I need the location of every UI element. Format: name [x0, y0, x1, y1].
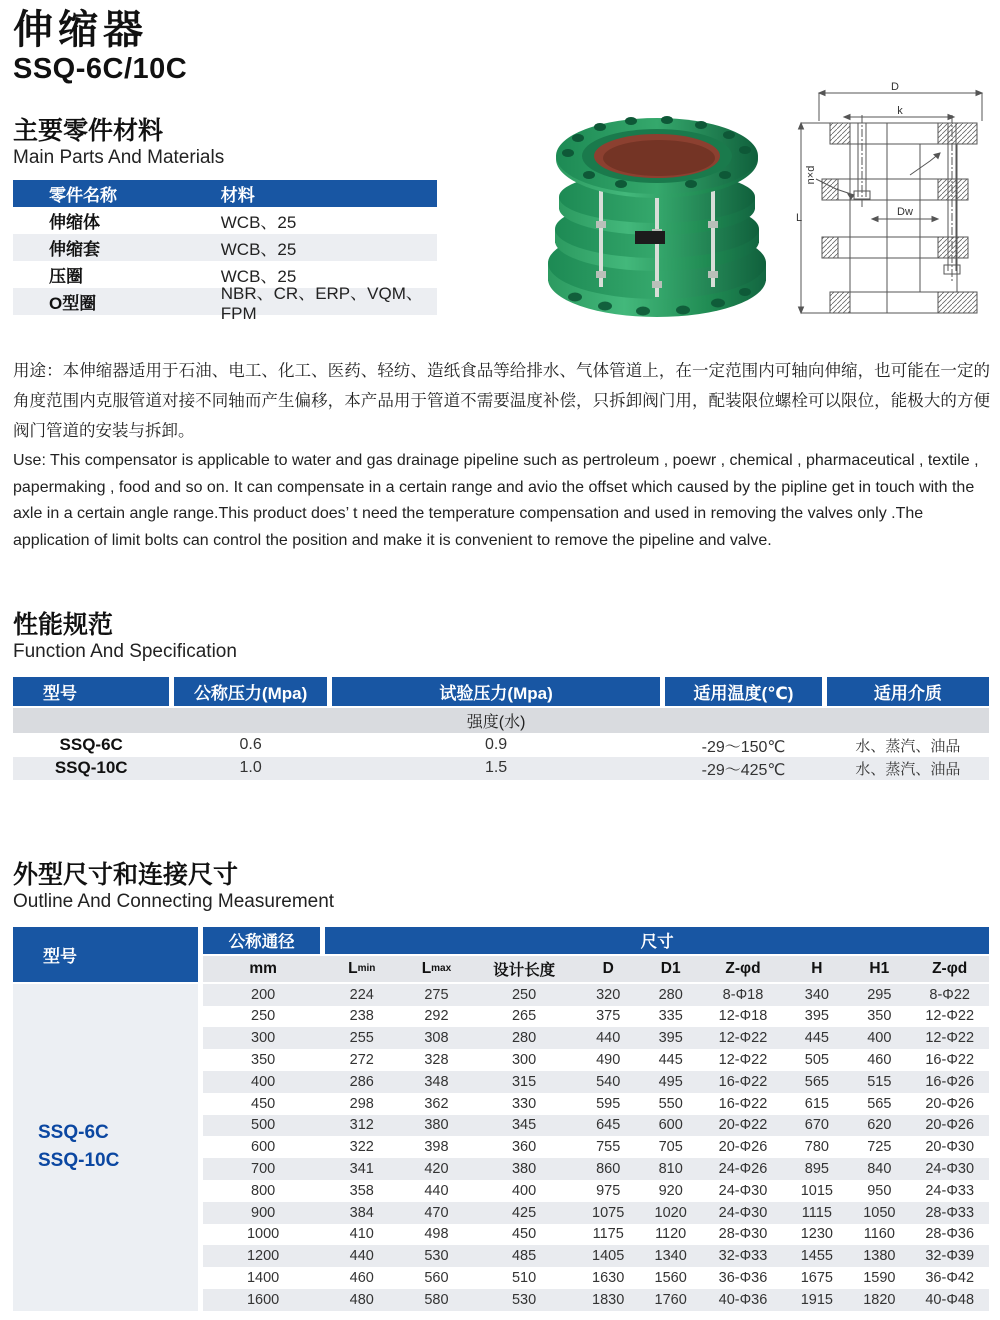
outline-cell: 550: [658, 1095, 683, 1112]
outline-data-area: [203, 927, 989, 1311]
outline-cell: 1000: [246, 1226, 280, 1243]
drawing-label-nxd: n×d: [805, 165, 817, 185]
outline-cell: 1075: [592, 1204, 625, 1221]
outline-cell: 295: [867, 986, 892, 1003]
outline-cell: 12-Φ22: [718, 1052, 768, 1069]
outline-cell: 540: [596, 1073, 621, 1090]
outline-cell: 36-Φ36: [718, 1270, 768, 1286]
outline-model-label: SSQ-6C: [38, 1121, 109, 1143]
drawing-label-l: L: [796, 212, 803, 224]
spec-title-cn: 性能规范: [13, 611, 114, 639]
outline-cell: 670: [804, 1117, 829, 1134]
outline-cell: 755: [596, 1139, 621, 1156]
outline-cell: 16-Φ22: [718, 1073, 768, 1090]
outline-cell: 8-Φ22: [929, 986, 970, 1003]
outline-cell: 265: [511, 1008, 537, 1025]
outline-cell: 24-Φ30: [925, 1161, 975, 1178]
outline-cell: 12-Φ22: [925, 1030, 975, 1047]
outline-cell: 780: [804, 1139, 829, 1156]
materials-header-material: 材料: [220, 185, 255, 205]
outline-subheader-cell: Z-φd: [725, 959, 761, 977]
outline-cell: 510: [511, 1270, 537, 1286]
outline-cell: 400: [511, 1182, 537, 1199]
outline-row: [203, 1245, 989, 1267]
outline-subheader-cell: L max: [421, 959, 452, 977]
spec-strength-label: 强度(水): [466, 713, 526, 731]
outline-subheader-cell: L min: [348, 959, 376, 977]
outline-row: [203, 1202, 989, 1224]
outline-cell: 975: [596, 1182, 621, 1199]
outline-cell: 384: [349, 1204, 374, 1221]
outline-cell: 350: [867, 1008, 892, 1025]
outline-cell: 440: [596, 1030, 621, 1047]
materials-row: [13, 283, 437, 323]
outline-cell: 725: [867, 1139, 892, 1156]
outline-cell: 28-Φ36: [925, 1226, 975, 1243]
outline-subheader-cell: D: [602, 959, 614, 977]
outline-cell: 420: [424, 1161, 449, 1178]
outline-cell: 450: [511, 1226, 537, 1243]
outline-cell: 24-Φ30: [718, 1204, 768, 1221]
usage-paragraph-cn: 用途：本伸缩器适用于石油、电工、化工、医药、轻纺、造纸食品等给排水、气体管道上，在一定范围内可轴向伸缩，也可能在一定的角度范围内克服管道对接不同轴而产生偏移，本产品用于管道不需要温度补偿，只拆卸阀门用，配装限位螺栓可以限位，能极大的方便阀门管道的安装与拆卸。: [13, 362, 990, 440]
outline-cell: 490: [596, 1052, 621, 1069]
outline-row: [203, 1289, 989, 1311]
material-part-name: 伸缩体: [49, 212, 100, 232]
usage-paragraph-en: Use: This compensator is applicable to water and gas drainage pipeline such as pertroleum , poewr , chemical , pharmaceutical , textile , papermaking , food and so on. It can compensate in a certain range and avio the offset which caused by the pipline get in touch with the axle in a certain angle range.This product does’ t need the temperature compensation and used in removing the valves only .The application of limit bolts can control the position and make it is convenient to remove the pipeline and valve.: [13, 452, 979, 549]
spec-table: [13, 677, 989, 780]
material-part-name: 压圈: [49, 266, 83, 286]
material-part-name: 伸缩套: [49, 239, 100, 259]
outline-cell: 860: [596, 1161, 621, 1178]
outline-cell: 238: [349, 1008, 374, 1025]
outline-row: [203, 1093, 989, 1115]
title-block: [13, 8, 187, 86]
outline-cell: 328: [424, 1052, 449, 1069]
outline-cell: 1380: [863, 1248, 896, 1265]
outline-cell: 380: [511, 1161, 537, 1178]
outline-cell: 900: [251, 1204, 276, 1221]
materials-header-part: 零件名称: [49, 185, 117, 205]
outline-cell: 580: [424, 1291, 449, 1308]
outline-cell: 445: [804, 1030, 829, 1047]
page-model: SSQ-6C/10C: [13, 52, 188, 85]
materials-table: [13, 180, 437, 323]
outline-cell: 8-Φ18: [722, 986, 764, 1003]
outline-cell: 20-Φ30: [925, 1139, 975, 1156]
outline-cell: 1630: [592, 1270, 625, 1286]
outline-subheader-row: [203, 956, 989, 982]
outline-cell: 250: [511, 986, 537, 1003]
outline-model-label: SSQ-10C: [38, 1150, 120, 1172]
outline-cell: 315: [511, 1073, 537, 1090]
outline-model-column: [13, 927, 198, 1311]
outline-cell: 20-Φ26: [718, 1139, 768, 1156]
outline-cell: 300: [251, 1030, 276, 1047]
outline-cell: 1050: [863, 1204, 896, 1221]
spec-row: [13, 734, 989, 757]
outline-cell: 272: [349, 1052, 374, 1069]
outline-cell: 24-Φ26: [718, 1161, 768, 1178]
spec-temp-value: -29～425℃: [701, 761, 786, 779]
outline-subheader-cell: D1: [660, 959, 681, 977]
outline-cell: 1675: [800, 1270, 833, 1286]
outline-cell: 275: [424, 986, 449, 1003]
spec-temp-value: -29～150℃: [701, 738, 786, 756]
drawing-label-d: D: [891, 81, 899, 93]
outline-header-model: 型号: [13, 927, 198, 982]
outline-cell: 358: [349, 1182, 374, 1199]
outline-cell: 32-Φ33: [718, 1248, 768, 1265]
outline-row: [203, 1049, 989, 1071]
outline-table-body: [203, 984, 989, 1311]
materials-title-cn: 主要零件材料: [13, 117, 164, 145]
outline-cell: 600: [251, 1139, 276, 1156]
material-value: WCB、25: [220, 239, 297, 259]
outline-cell: 1230: [800, 1226, 833, 1243]
materials-row: [13, 234, 437, 261]
material-part-name: O型圈: [49, 293, 97, 313]
outline-cell: 705: [658, 1139, 683, 1156]
outline-row: [203, 1136, 989, 1158]
outline-cell: 460: [349, 1270, 374, 1286]
outline-cell: 950: [867, 1182, 892, 1199]
outline-cell: 360: [511, 1139, 537, 1156]
outline-cell: 280: [658, 986, 683, 1003]
expansion-joint-photo-graphic: [543, 101, 771, 321]
outline-cell: 645: [596, 1117, 621, 1134]
outline-cell: 440: [349, 1248, 374, 1265]
spec-model-value: SSQ-6C: [59, 735, 123, 755]
outline-cell: 920: [658, 1182, 683, 1199]
outline-cell: 1115: [801, 1204, 832, 1221]
outline-subheader-cell: H1: [869, 959, 890, 977]
outline-cell: 320: [596, 986, 621, 1003]
outline-subheader-cell: mm: [249, 959, 277, 977]
outline-cell: 200: [251, 986, 276, 1003]
outline-table: [13, 927, 989, 1311]
spec-strength-row: [13, 708, 989, 733]
cross-section-drawing-graphic: [792, 79, 992, 323]
outline-cell: 335: [658, 1008, 683, 1025]
outline-row: [203, 1267, 989, 1289]
outline-cell: 292: [424, 1008, 449, 1025]
outline-cell: 395: [804, 1008, 829, 1025]
spec-medium-value: 水、蒸汽、油品: [855, 760, 961, 778]
outline-cell: 1455: [800, 1248, 833, 1265]
outline-cell: 595: [596, 1095, 621, 1112]
outline-cell: 895: [804, 1161, 829, 1178]
outline-cell: 308: [424, 1030, 449, 1047]
outline-cell: 1600: [246, 1291, 280, 1308]
outline-cell: 565: [867, 1095, 892, 1112]
spec-nominal-value: 1.0: [239, 759, 262, 777]
outline-cell: 395: [658, 1030, 683, 1047]
outline-cell: 515: [867, 1073, 892, 1090]
outline-cell: 398: [424, 1139, 449, 1156]
outline-subheader-cell: 设计长度: [493, 961, 556, 979]
material-value: WCB、25: [220, 266, 297, 286]
outline-cell: 280: [511, 1030, 537, 1047]
outline-cell: 40-Φ36: [718, 1291, 768, 1308]
outline-cell: 350: [251, 1052, 276, 1069]
outline-cell: 255: [349, 1030, 374, 1047]
outline-cell: 400: [867, 1030, 892, 1047]
outline-cell: 450: [251, 1095, 276, 1112]
outline-cell: 530: [424, 1248, 449, 1265]
outline-cell: 40-Φ48: [925, 1291, 975, 1308]
outline-cell: 700: [251, 1161, 276, 1178]
outline-cell: 20-Φ26: [925, 1117, 975, 1134]
outline-cell: 1590: [863, 1270, 896, 1286]
material-value: WCB、25: [220, 212, 297, 232]
outline-cell: 20-Φ26: [925, 1095, 975, 1112]
outline-cell: 1120: [655, 1226, 687, 1243]
outline-cell: 1175: [592, 1226, 624, 1243]
outline-cell: 362: [424, 1095, 449, 1112]
outline-cell: 1020: [654, 1204, 687, 1221]
outline-subheader-cell: Z-φd: [932, 959, 968, 977]
outline-cell: 440: [424, 1182, 449, 1199]
spec-test-value: 1.5: [484, 759, 508, 777]
outline-cell: 24-Φ30: [718, 1182, 768, 1199]
outline-cell: 300: [511, 1052, 537, 1069]
outline-row: [203, 1158, 989, 1180]
outline-row: [203, 1027, 989, 1049]
outline-row: [203, 1180, 989, 1202]
spec-title-en: Function And Specification: [13, 641, 237, 662]
page-title: 伸缩器: [13, 8, 148, 52]
outline-cell: 16-Φ26: [925, 1073, 975, 1090]
outline-cell: 470: [424, 1204, 449, 1221]
outline-cell: 250: [251, 1008, 276, 1025]
outline-cell: 560: [424, 1270, 449, 1286]
outline-cell: 16-Φ22: [925, 1052, 975, 1069]
outline-row: [203, 1071, 989, 1093]
outline-cell: 1160: [863, 1226, 895, 1243]
spec-header-temperature: 适用温度(℃): [665, 677, 821, 706]
outline-cell: 600: [658, 1117, 683, 1134]
spec-model-value: SSQ-10C: [54, 758, 128, 778]
technical-drawing: [792, 79, 992, 323]
outline-cell: 32-Φ39: [925, 1248, 975, 1265]
outline-cell: 485: [511, 1248, 537, 1265]
outline-cell: 298: [349, 1095, 374, 1112]
materials-row: [13, 207, 437, 234]
outline-cell: 840: [867, 1161, 892, 1178]
materials-title-en: Main Parts And Materials: [13, 147, 225, 168]
outline-cell: 1405: [592, 1248, 625, 1265]
outline-cell: 36-Φ42: [925, 1270, 975, 1286]
outline-cell: 28-Φ33: [925, 1204, 975, 1221]
outline-cell: 341: [349, 1161, 374, 1178]
drawing-label-dw: Dw: [897, 206, 913, 218]
outline-cell: 1015: [800, 1182, 833, 1199]
outline-cell: 1560: [654, 1270, 687, 1286]
outline-cell: 1820: [863, 1291, 896, 1308]
outline-cell: 530: [511, 1291, 537, 1308]
outline-cell: 498: [424, 1226, 449, 1243]
outline-cell: 810: [658, 1161, 683, 1178]
outline-cell: 12-Φ22: [925, 1008, 975, 1025]
outline-cell: 16-Φ22: [718, 1095, 768, 1112]
outline-cell: 322: [349, 1139, 374, 1156]
spec-medium-value: 水、蒸汽、油品: [855, 737, 961, 755]
outline-cell: 286: [349, 1073, 374, 1090]
outline-section: [13, 860, 989, 1311]
outline-header-size: 尺寸: [325, 927, 989, 954]
outline-cell: 480: [349, 1291, 374, 1308]
outline-cell: 340: [804, 986, 829, 1003]
outline-cell: 460: [867, 1052, 892, 1069]
outline-model-cell: [13, 984, 198, 1311]
outline-title-en: Outline And Connecting Measurement: [13, 891, 335, 912]
outline-cell: 1830: [592, 1291, 625, 1308]
outline-cell: 615: [804, 1095, 829, 1112]
spec-section: [13, 610, 989, 780]
outline-cell: 1200: [246, 1248, 280, 1265]
outline-cell: 1760: [654, 1291, 687, 1308]
spec-header-medium: 适用介质: [827, 677, 989, 706]
outline-cell: 1400: [246, 1270, 280, 1286]
outline-cell: 1340: [654, 1248, 687, 1265]
outline-cell: 348: [424, 1073, 449, 1090]
drawing-label-k: k: [897, 105, 903, 117]
outline-cell: 425: [511, 1204, 537, 1221]
outline-row: [203, 1224, 989, 1246]
outline-cell: 330: [511, 1095, 537, 1112]
outline-cell: 24-Φ33: [925, 1182, 975, 1199]
outline-cell: 224: [349, 986, 374, 1003]
spec-row: [13, 757, 989, 780]
outline-header-row-1: [203, 927, 989, 954]
spec-header-model: 型号: [13, 677, 169, 706]
outline-row: [203, 1115, 989, 1137]
outline-cell: 500: [251, 1117, 276, 1134]
outline-cell: 445: [658, 1052, 683, 1069]
outline-row: [203, 984, 989, 1006]
outline-cell: 800: [251, 1182, 276, 1199]
outline-subheader-cell: H: [811, 959, 823, 977]
materials-table-body: [13, 207, 437, 323]
outline-header-dn: 公称通径: [203, 927, 320, 954]
spec-test-value: 0.9: [484, 736, 508, 754]
materials-section: [13, 116, 437, 323]
outline-cell: 12-Φ22: [718, 1030, 768, 1047]
material-value: NBR、CR、ERP、VQM、FPM: [220, 283, 423, 323]
outline-cell: 565: [804, 1073, 829, 1090]
outline-cell: 12-Φ18: [718, 1008, 768, 1025]
outline-row: [203, 1006, 989, 1028]
outline-cell: 345: [511, 1117, 537, 1134]
spec-table-header: [13, 677, 989, 706]
materials-table-header: [13, 180, 437, 207]
outline-cell: 28-Φ30: [718, 1226, 768, 1243]
outline-cell: 380: [424, 1117, 449, 1134]
spec-table-body: [13, 734, 989, 780]
outline-cell: 375: [596, 1008, 621, 1025]
spec-nominal-value: 0.6: [239, 736, 262, 754]
outline-cell: 312: [349, 1117, 374, 1134]
outline-cell: 20-Φ22: [718, 1117, 768, 1134]
outline-title-cn: 外型尺寸和连接尺寸: [13, 861, 239, 889]
product-photo: [543, 101, 771, 321]
outline-cell: 495: [658, 1073, 683, 1090]
spec-header-test-pressure: 试验压力(Mpa): [332, 677, 661, 706]
outline-cell: 410: [349, 1226, 374, 1243]
outline-cell: 505: [804, 1052, 829, 1069]
spec-header-nominal-pressure: 公称压力(Mpa): [174, 677, 326, 706]
outline-cell: 400: [251, 1073, 276, 1090]
outline-cell: 620: [867, 1117, 892, 1134]
outline-cell: 1915: [800, 1291, 833, 1308]
